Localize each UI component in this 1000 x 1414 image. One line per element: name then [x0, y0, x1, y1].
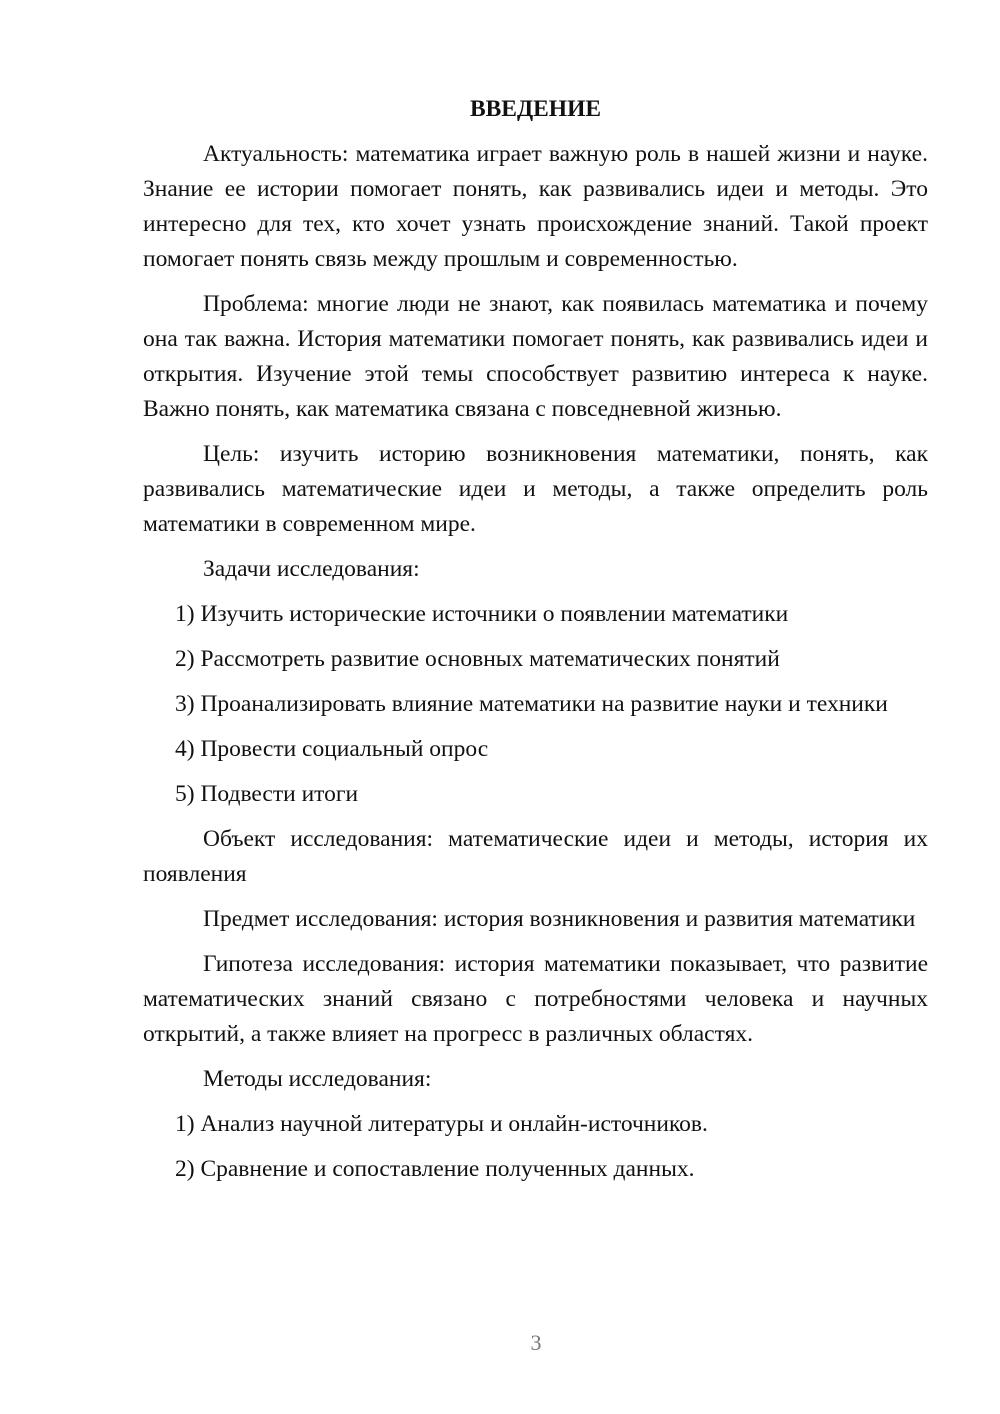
- goal-paragraph: Цель: изучить историю возникновения математики, понять, как развивались математические идеи и методы, а также определить роль математики в современном мире.: [143, 441, 928, 537]
- subject-paragraph: Предмет исследования: история возникновения и развития математики: [203, 906, 916, 932]
- page-content: [143, 92, 928, 1197]
- task-item: 3) Проанализировать влияние математики на развитие науки и техники: [175, 691, 888, 717]
- task-item: 5) Подвести итоги: [175, 781, 359, 807]
- method-item: 1) Анализ научной литературы и онлайн-источников.: [175, 1111, 708, 1137]
- methods-heading: Методы исследования:: [203, 1066, 432, 1092]
- relevance-paragraph: Актуальность: математика играет важную роль в нашей жизни и науке. Знание ее истории помогает понять, как развивались идеи и методы. Это интересно для тех, кто хочет узнать происхождение знаний. Такой проект помогает понять связь между прошлым и современностью.: [143, 141, 928, 272]
- tasks-heading: Задачи исследования:: [203, 556, 420, 582]
- object-paragraph: Объект исследования: математические идеи и методы, история их появления: [143, 826, 928, 887]
- task-item: 1) Изучить исторические источники о появлении математики: [175, 601, 789, 627]
- page-title: ВВЕДЕНИЕ: [469, 96, 602, 122]
- problem-paragraph: Проблема: многие люди не знают, как появилась математика и почему она так важна. История математики помогает понять, как развивались идеи и открытия. Изучение этой темы способствует развитию интереса к науке. Важно понять, как математика связана с повседневной жизнью.: [143, 291, 928, 422]
- task-item: 4) Провести социальный опрос: [175, 736, 489, 762]
- method-item: 2) Сравнение и сопоставление полученных данных.: [175, 1156, 695, 1182]
- page-number: 3: [530, 1330, 542, 1355]
- hypothesis-paragraph: Гипотеза исследования: история математики показывает, что развитие математических знаний связано с потребностями человека и научных открытий, а также влияет на прогресс в различных областях.: [143, 951, 928, 1047]
- task-item: 2) Рассмотреть развитие основных математических понятий: [175, 646, 780, 672]
